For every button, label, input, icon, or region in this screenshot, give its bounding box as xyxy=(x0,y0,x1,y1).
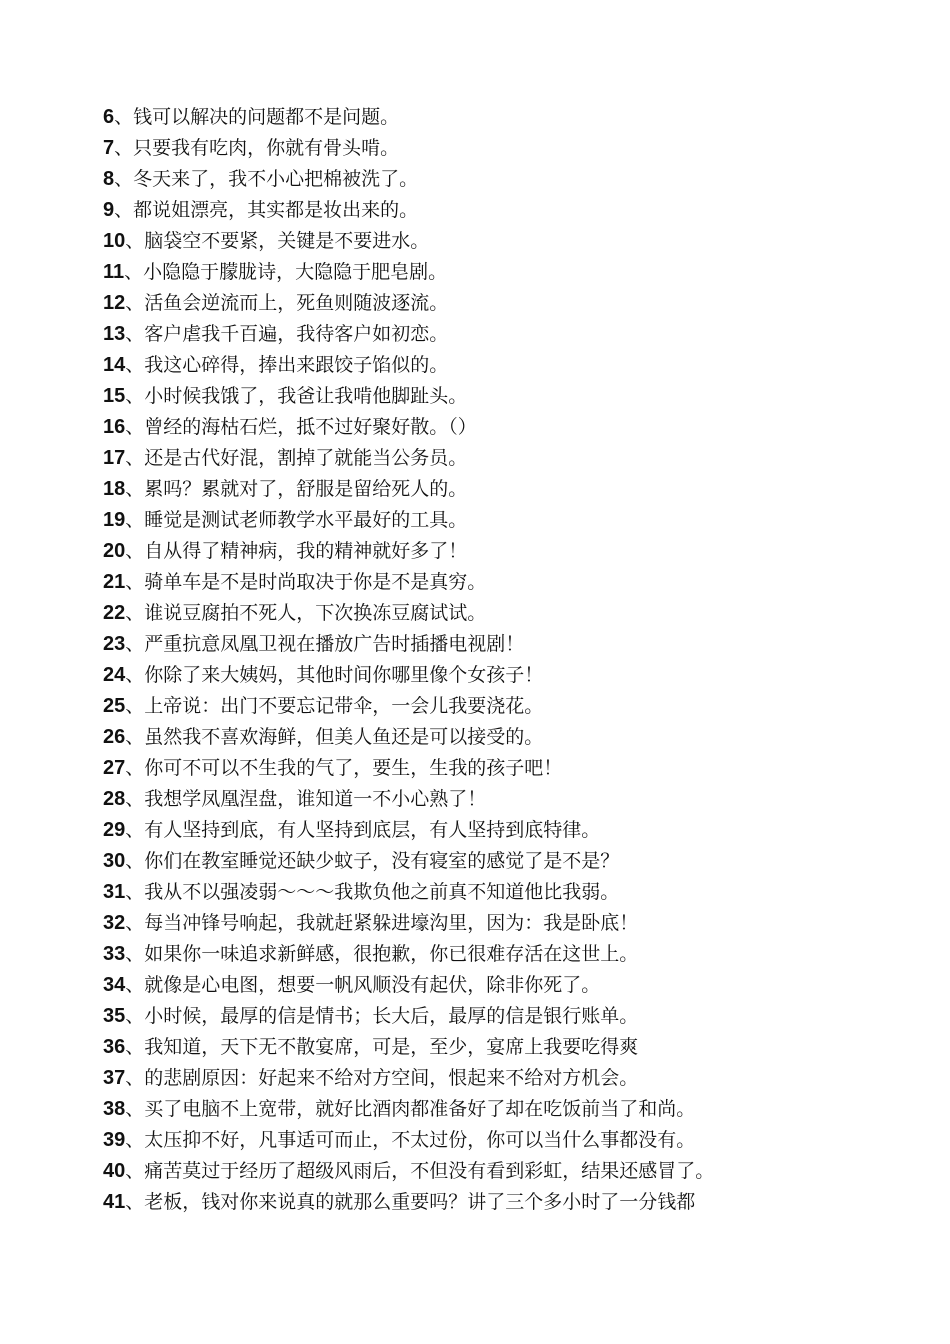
item-separator: 、 xyxy=(114,199,134,221)
list-item xyxy=(103,133,903,164)
item-separator: 、 xyxy=(125,1191,145,1213)
item-text: 就像是心电图，想要一帆风顺没有起伏，除非你死了。 xyxy=(144,974,601,996)
item-number: 40 xyxy=(103,1160,126,1182)
item-text: 上帝说：出门不要忘记带伞，一会儿我要浇花。 xyxy=(144,695,544,717)
list-item xyxy=(103,164,903,195)
list-item xyxy=(103,722,903,753)
item-number: 31 xyxy=(103,881,126,903)
item-separator: 、 xyxy=(125,695,145,717)
item-text: 买了电脑不上宽带，就好比酒肉都准备好了却在吃饭前当了和尚。 xyxy=(144,1098,696,1120)
item-number: 30 xyxy=(103,850,126,872)
list-item xyxy=(103,1063,903,1094)
item-separator: 、 xyxy=(125,230,145,252)
item-text: 的悲剧原因：好起来不给对方空间，恨起来不给对方机会。 xyxy=(144,1067,639,1089)
item-text: 虽然我不喜欢海鲜，但美人鱼还是可以接受的。 xyxy=(144,726,544,748)
list-item xyxy=(103,1001,903,1032)
item-separator: 、 xyxy=(125,354,145,376)
item-number: 37 xyxy=(103,1067,126,1089)
list-item xyxy=(103,319,903,350)
item-separator: 、 xyxy=(125,726,145,748)
item-text: 每当冲锋号响起，我就赶紧躲进壕沟里，因为：我是卧底！ xyxy=(144,912,639,934)
list-item xyxy=(103,970,903,1001)
item-separator: 、 xyxy=(125,1129,145,1151)
item-separator: 、 xyxy=(125,850,145,872)
item-number: 16 xyxy=(103,416,126,438)
item-separator: 、 xyxy=(125,416,145,438)
item-number: 12 xyxy=(103,292,126,314)
list-item xyxy=(103,753,903,784)
item-number: 7 xyxy=(103,137,115,159)
item-number: 21 xyxy=(103,571,126,593)
item-text: 累吗？累就对了，舒服是留给死人的。 xyxy=(144,478,468,500)
list-item xyxy=(103,350,903,381)
item-text: 还是古代好混，割掉了就能当公务员。 xyxy=(144,447,468,469)
list-item xyxy=(103,536,903,567)
item-separator: 、 xyxy=(125,1036,145,1058)
item-separator: 、 xyxy=(125,757,145,779)
item-number: 32 xyxy=(103,912,126,934)
item-number: 23 xyxy=(103,633,126,655)
list-item xyxy=(103,939,903,970)
item-text: 我想学凤凰涅盘，谁知道一不小心熟了！ xyxy=(144,788,487,810)
list-item xyxy=(103,1032,903,1063)
item-text: 你除了来大姨妈，其他时间你哪里像个女孩子！ xyxy=(144,664,544,686)
list-item xyxy=(103,815,903,846)
item-text: 骑单车是不是时尚取决于你是不是真穷。 xyxy=(144,571,487,593)
item-number: 26 xyxy=(103,726,126,748)
item-separator: 、 xyxy=(125,943,145,965)
item-number: 28 xyxy=(103,788,126,810)
item-separator: 、 xyxy=(125,571,145,593)
list-item xyxy=(103,877,903,908)
item-separator: 、 xyxy=(114,106,134,128)
item-separator: 、 xyxy=(125,1005,145,1027)
item-text: 曾经的海枯石烂，抵不过好聚好散。（） xyxy=(144,416,477,438)
item-separator: 、 xyxy=(125,292,145,314)
item-number: 8 xyxy=(103,168,115,190)
item-text: 谁说豆腐拍不死人，下次换冻豆腐试试。 xyxy=(144,602,487,624)
item-separator: 、 xyxy=(125,819,145,841)
item-number: 25 xyxy=(103,695,126,717)
list-item xyxy=(103,505,903,536)
list-item xyxy=(103,474,903,505)
item-separator: 、 xyxy=(125,788,145,810)
item-separator: 、 xyxy=(125,881,145,903)
item-text: 小时候，最厚的信是情书；长大后，最厚的信是银行账单。 xyxy=(144,1005,639,1027)
item-number: 41 xyxy=(103,1191,126,1213)
item-separator: 、 xyxy=(114,137,134,159)
item-separator: 、 xyxy=(125,323,145,345)
item-text: 你可不可以不生我的气了，要生，生我的孩子吧！ xyxy=(144,757,563,779)
item-text: 只要我有吃肉，你就有骨头啃。 xyxy=(133,137,400,159)
item-text: 小隐隐于朦胧诗，大隐隐于肥皂剧。 xyxy=(143,261,448,283)
item-separator: 、 xyxy=(125,478,145,500)
list-item xyxy=(103,1094,903,1125)
item-text: 都说姐漂亮，其实都是妆出来的。 xyxy=(133,199,419,221)
list-item xyxy=(103,660,903,691)
item-text: 太压抑不好，凡事适可而止，不太过份，你可以当什么事都没有。 xyxy=(144,1129,696,1151)
item-text: 睡觉是测试老师教学水平最好的工具。 xyxy=(144,509,468,531)
list-item xyxy=(103,846,903,877)
list-item xyxy=(103,412,903,443)
item-text: 冬天来了，我不小心把棉被洗了。 xyxy=(133,168,419,190)
item-number: 6 xyxy=(103,106,115,128)
item-number: 20 xyxy=(103,540,126,562)
item-text: 我知道，天下无不散宴席，可是，至少，宴席上我要吃得爽 xyxy=(144,1036,639,1058)
item-separator: 、 xyxy=(114,168,134,190)
item-text: 痛苦莫过于经历了超级风雨后，不但没有看到彩虹，结果还感冒了。 xyxy=(144,1160,715,1182)
joke-list xyxy=(103,102,903,1218)
item-separator: 、 xyxy=(125,509,145,531)
item-text: 我这心碎得，捧出来跟饺子馅似的。 xyxy=(144,354,449,376)
item-text: 活鱼会逆流而上，死鱼则随波逐流。 xyxy=(144,292,449,314)
item-number: 10 xyxy=(103,230,126,252)
list-item xyxy=(103,226,903,257)
list-item xyxy=(103,195,903,226)
item-number: 27 xyxy=(103,757,126,779)
item-number: 36 xyxy=(103,1036,126,1058)
item-number: 38 xyxy=(103,1098,126,1120)
item-text: 我从不以强凌弱〜〜〜我欺负他之前真不知道他比我弱。 xyxy=(144,881,620,903)
item-separator: 、 xyxy=(125,664,145,686)
item-separator: 、 xyxy=(124,261,144,283)
item-text: 有人坚持到底，有人坚持到底层，有人坚持到底特律。 xyxy=(144,819,601,841)
item-number: 13 xyxy=(103,323,126,345)
list-item xyxy=(103,908,903,939)
list-item xyxy=(103,629,903,660)
item-text: 小时候我饿了，我爸让我啃他脚趾头。 xyxy=(144,385,468,407)
list-item xyxy=(103,102,903,133)
item-separator: 、 xyxy=(125,1098,145,1120)
item-text: 客户虐我千百遍，我待客户如初恋。 xyxy=(144,323,449,345)
item-number: 22 xyxy=(103,602,126,624)
item-separator: 、 xyxy=(125,447,145,469)
item-number: 9 xyxy=(103,199,115,221)
item-text: 你们在教室睡觉还缺少蚊子，没有寝室的感觉了是不是？ xyxy=(144,850,620,872)
item-separator: 、 xyxy=(125,633,145,655)
item-text: 如果你一味追求新鲜感，很抱歉，你已很难存活在这世上。 xyxy=(144,943,639,965)
item-number: 17 xyxy=(103,447,126,469)
item-number: 18 xyxy=(103,478,126,500)
item-number: 33 xyxy=(103,943,126,965)
list-item xyxy=(103,598,903,629)
list-item xyxy=(103,1156,903,1187)
list-item xyxy=(103,381,903,412)
item-separator: 、 xyxy=(125,385,145,407)
list-item xyxy=(103,567,903,598)
item-separator: 、 xyxy=(125,912,145,934)
item-text: 自从得了精神病，我的精神就好多了！ xyxy=(144,540,468,562)
item-number: 39 xyxy=(103,1129,126,1151)
item-separator: 、 xyxy=(125,602,145,624)
list-item xyxy=(103,443,903,474)
item-separator: 、 xyxy=(125,1160,145,1182)
item-number: 24 xyxy=(103,664,126,686)
item-text: 脑袋空不要紧，关键是不要进水。 xyxy=(144,230,430,252)
item-separator: 、 xyxy=(125,974,145,996)
list-item xyxy=(103,257,903,288)
item-separator: 、 xyxy=(125,540,145,562)
item-number: 11 xyxy=(103,261,125,283)
item-number: 19 xyxy=(103,509,126,531)
list-item xyxy=(103,1187,903,1218)
list-item xyxy=(103,288,903,319)
item-number: 35 xyxy=(103,1005,126,1027)
item-number: 34 xyxy=(103,974,126,996)
item-text: 钱可以解决的问题都不是问题。 xyxy=(133,106,400,128)
item-number: 15 xyxy=(103,385,126,407)
list-item xyxy=(103,691,903,722)
item-number: 29 xyxy=(103,819,126,841)
item-separator: 、 xyxy=(125,1067,145,1089)
list-item xyxy=(103,784,903,815)
item-text: 严重抗意凤凰卫视在播放广告时插播电视剧！ xyxy=(144,633,525,655)
item-number: 14 xyxy=(103,354,126,376)
item-text: 老板，钱对你来说真的就那么重要吗？讲了三个多小时了一分钱都 xyxy=(144,1191,696,1213)
list-item xyxy=(103,1125,903,1156)
